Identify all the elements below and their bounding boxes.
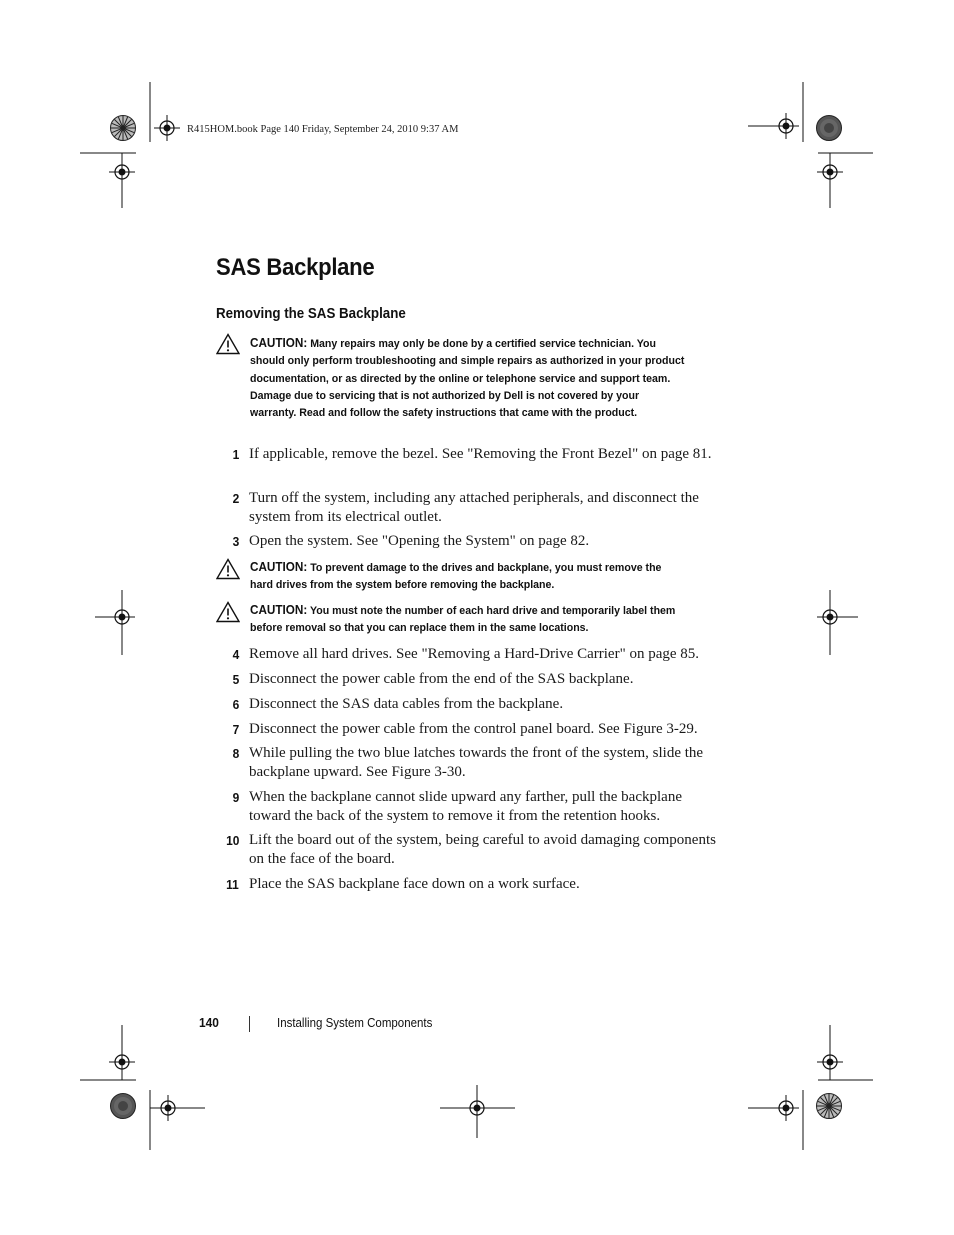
step-number: 1: [232, 447, 239, 462]
step-text: When the backplane cannot slide upward any farther, pull the backplane toward the back of the system to remove it from the retention hooks.: [249, 789, 682, 824]
section-subtitle: Removing the SAS Backplane: [216, 306, 406, 322]
step-text: Lift the board out of the system, being careful to avoid damaging components on the face of the board.: [249, 832, 716, 867]
caution-label: CAUTION:: [250, 603, 308, 617]
step-text: Turn off the system, including any attached peripherals, and disconnect the system from its electrical outlet.: [249, 490, 699, 525]
list-item: [216, 445, 726, 485]
caution-block-3: [216, 601, 716, 639]
step-number: 11: [226, 877, 239, 892]
step-number: 5: [232, 672, 239, 687]
step-number: 2: [232, 491, 239, 506]
step-number: 4: [232, 647, 239, 662]
caution-body: Many repairs may only be done by a certified service technician. You should only perform troubleshooting and simple repairs as authorized in your product documentation, or as directed by the online or telephone service and support team. Damage due to servicing that is not authorized by Dell is not covered by your warranty. Read and follow the safety instructions that came with the product.: [250, 338, 685, 420]
footer-chapter-title: Installing System Components: [277, 1016, 433, 1030]
step-number: 6: [232, 697, 239, 712]
step-text: While pulling the two blue latches towards the front of the system, slide the backplane upward. See Figure 3-30.: [249, 745, 704, 780]
caution-text-3: [250, 602, 687, 638]
step-text: Remove all hard drives. See "Removing a Hard-Drive Carrier" on page 85.: [249, 646, 700, 662]
list-item: [216, 645, 726, 665]
list-item: [216, 695, 726, 715]
caution-body: To prevent damage to the drives and backplane, you must remove the hard drives from the system before removing the backplane.: [250, 562, 662, 592]
list-item: [216, 831, 726, 871]
step-text: Place the SAS backplane face down on a work surface.: [249, 876, 580, 892]
caution-text-2: [250, 559, 687, 595]
list-item: [216, 788, 726, 828]
caution-triangle-icon: [216, 601, 240, 623]
caution-label: CAUTION:: [250, 336, 308, 350]
step-text: Disconnect the power cable from the control panel board. See Figure 3-29.: [249, 721, 698, 737]
caution-body: You must note the number of each hard drive and temporarily label them before removal so that you can replace them in the same locations.: [250, 605, 676, 635]
step-number: 3: [232, 534, 239, 549]
caution-block-2: [216, 558, 716, 596]
caution-block-1: [216, 333, 716, 443]
page-title: SAS Backplane: [216, 254, 375, 281]
step-text: If applicable, remove the bezel. See "Removing the Front Bezel" on page 81.: [249, 446, 712, 462]
footer-divider: [249, 1016, 250, 1032]
step-text: Disconnect the power cable from the end of the SAS backplane.: [249, 671, 634, 687]
page-number: 140: [199, 1015, 219, 1030]
caution-triangle-icon: [216, 333, 240, 355]
list-item: [216, 532, 726, 552]
caution-label: CAUTION:: [250, 560, 308, 574]
list-item: [216, 670, 726, 690]
step-number: 8: [232, 746, 239, 761]
list-item: [216, 720, 726, 740]
list-item: [216, 875, 726, 895]
caution-text-1: [250, 335, 687, 422]
caution-triangle-icon: [216, 558, 240, 580]
list-item: [216, 744, 726, 784]
step-text: Open the system. See "Opening the System" on page 82.: [249, 533, 590, 549]
print-header-line: R415HOM.book Page 140 Friday, September 24, 2010 9:37 AM: [187, 124, 459, 135]
step-number: 7: [232, 722, 239, 737]
step-number: 9: [232, 790, 239, 805]
list-item: [216, 489, 726, 529]
step-number: 10: [225, 833, 239, 848]
step-text: Disconnect the SAS data cables from the backplane.: [249, 696, 564, 712]
